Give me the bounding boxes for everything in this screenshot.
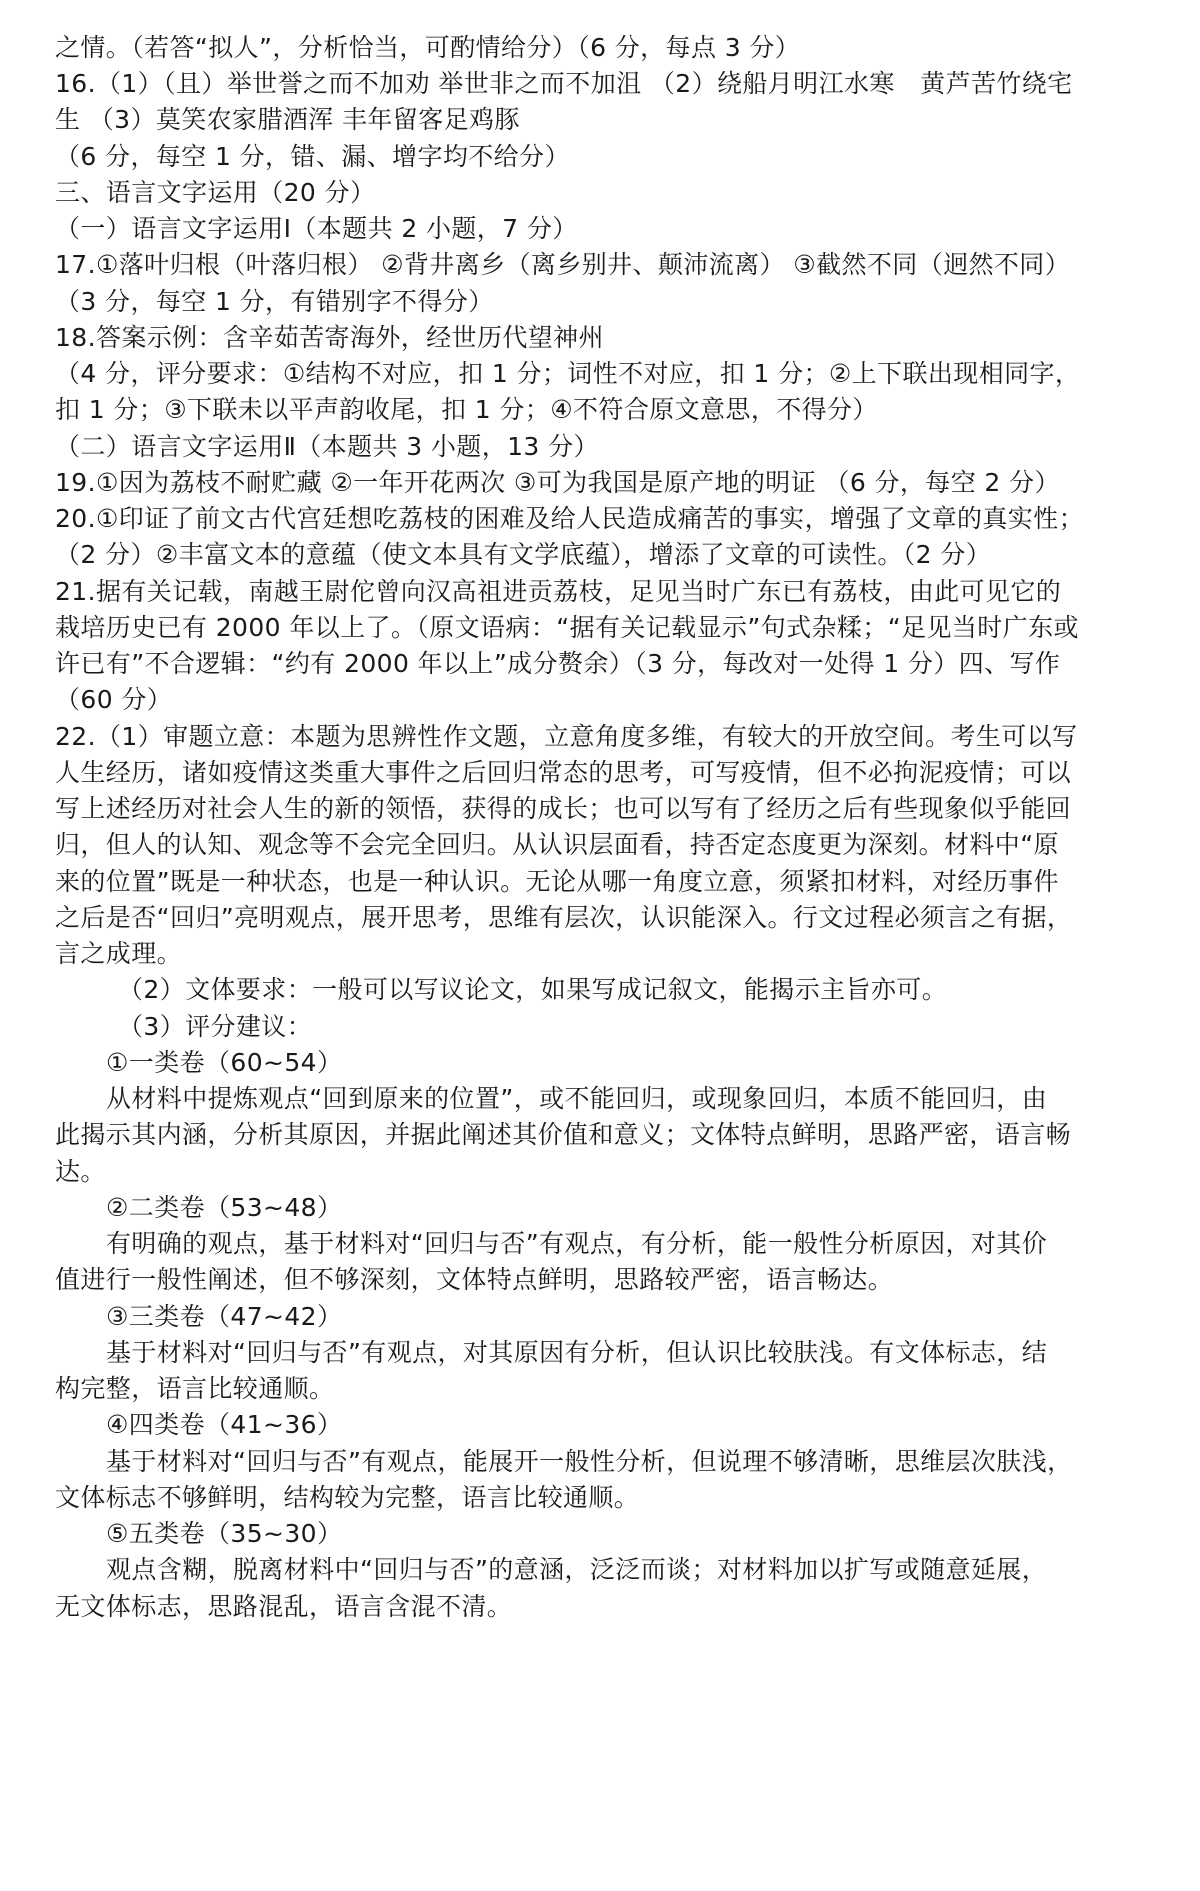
text-line: 归，但人的认知、观念等不会完全回归。从认识层面看，持否定态度更为深刻。材料中“原 (55, 830, 1059, 859)
text-line: 扣 1 分；③下联未以平声韵收尾，扣 1 分；④不符合原文意思，不得分） (55, 395, 878, 424)
text-line: 达。 (55, 1157, 106, 1186)
text-line: 栽培历史已有 2000 年以上了。（原文语病：“据有关记载显示”句式杂糅；“足见当时广东或 (55, 613, 1079, 642)
text-line: 21.据有关记载，南越王尉佗曾向汉高祖进贡荔枝，足见当时广东已有荔枝，由此可见它的 (55, 577, 1062, 606)
text-line: 观点含糊，脱离材料中“回归与否”的意涵，泛泛而谈；对材料加以扩写或随意延展， (106, 1555, 1048, 1584)
text-line: 22.（1）审题立意：本题为思辨性作文题，立意角度多维，有较大的开放空间。考生可以写 (55, 722, 1078, 751)
text-line: （2 分）②丰富文本的意蕴（使文本具有文学底蕴），增添了文章的可读性。（2 分） (55, 540, 992, 569)
text-line: 17.①落叶归根（叶落归根） ②背井离乡（离乡别井、颠沛流离） ③截然不同（迥然不同） (55, 250, 1071, 279)
text-line: （3 分，每空 1 分，有错别字不得分） (55, 287, 494, 316)
text-line: 之情。（若答“拟人”，分析恰当，可酌情给分）（6 分，每点 3 分） (55, 33, 801, 62)
text-line: 18.答案示例：含辛茹苦寄海外，经世历代望神州 (55, 323, 604, 352)
text-line: （6 分，每空 1 分，错、漏、增字均不给分） (55, 142, 570, 171)
text-line: （3）评分建议： (118, 1012, 313, 1041)
text-line: （2）文体要求：一般可以写议论文，如果写成记叙文，能揭示主旨亦可。 (118, 975, 948, 1004)
text-line: 构完整，语言比较通顺。 (55, 1374, 335, 1403)
text-line: （60 分） (55, 685, 173, 714)
grade-heading: ②二类卷（53~48） (106, 1193, 343, 1222)
text-line: 来的位置”既是一种状态，也是一种认识。无论从哪一角度立意，须紧扣材料，对经历事件 (55, 867, 1059, 896)
grade-heading: ①一类卷（60~54） (106, 1048, 343, 1077)
text-line: 有明确的观点，基于材料对“回归与否”有观点，有分析，能一般性分析原因，对其价 (106, 1229, 1048, 1258)
text-line: 16.（1）（且）举世誉之而不加劝 举世非之而不加沮 （2）绕船月明江水寒 黄芦苦竹绕宅 (55, 69, 1073, 98)
text-line: 19.①因为荔枝不耐贮藏 ②一年开花两次 ③可为我国是原产地的明证 （6 分，每空 2 分） (55, 468, 1060, 497)
text-line: 基于材料对“回归与否”有观点，对其原因有分析，但认识比较肤浅。有文体标志，结 (106, 1338, 1048, 1367)
text-line: 此揭示其内涵，分析其原因，并据此阐述其价值和意义；文体特点鲜明，思路严密，语言畅 (55, 1120, 1072, 1149)
text-line: 文体标志不够鲜明，结构较为完整，语言比较通顺。 (55, 1483, 640, 1512)
text-line: 基于材料对“回归与否”有观点，能展开一般性分析，但说理不够清晰，思维层次肤浅， (106, 1447, 1073, 1476)
subsection-heading: （一）语言文字运用Ⅰ（本题共 2 小题，7 分） (55, 214, 578, 243)
grade-heading: ④四类卷（41~36） (106, 1410, 343, 1439)
text-line: 之后是否“回归”亮明观点，展开思考，思维有层次，认识能深入。行文过程必须言之有据， (55, 903, 1073, 932)
text-line: 值进行一般性阐述，但不够深刻，文体特点鲜明，思路较严密，语言畅达。 (55, 1265, 894, 1294)
text-line: 许已有”不合逻辑：“约有 2000 年以上”成分赘余）（3 分，每改对一处得 1 分）四、写作 (55, 649, 1061, 678)
text-line: 言之成理。 (55, 939, 183, 968)
text-line: 20.①印证了前文古代宫廷想吃荔枝的困难及给人民造成痛苦的事实，增强了文章的真实性； (55, 504, 1084, 533)
section-heading: 三、语言文字运用（20 分） (55, 178, 376, 207)
text-line: （4 分，评分要求：①结构不对应，扣 1 分；词性不对应，扣 1 分；②上下联出现相同字， (55, 359, 1081, 388)
text-line: 生 （3）莫笑农家腊酒浑 丰年留客足鸡豚 (55, 105, 520, 134)
grade-heading: ③三类卷（47~42） (106, 1302, 343, 1331)
text-line: 从材料中提炼观点“回到原来的位置”，或不能回归，或现象回归，本质不能回归，由 (106, 1084, 1048, 1113)
grade-heading: ⑤五类卷（35~30） (106, 1519, 343, 1548)
subsection-heading: （二）语言文字运用Ⅱ（本题共 3 小题，13 分） (55, 432, 599, 461)
text-line: 写上述经历对社会人生的新的领悟，获得的成长；也可以写有了经历之后有些现象似乎能回 (55, 794, 1072, 823)
text-line: 人生经历，诸如疫情这类重大事件之后回归常态的思考，可写疫情，但不必拘泥疫情；可以 (55, 758, 1072, 787)
text-line: 无文体标志，思路混乱，语言含混不清。 (55, 1592, 513, 1621)
